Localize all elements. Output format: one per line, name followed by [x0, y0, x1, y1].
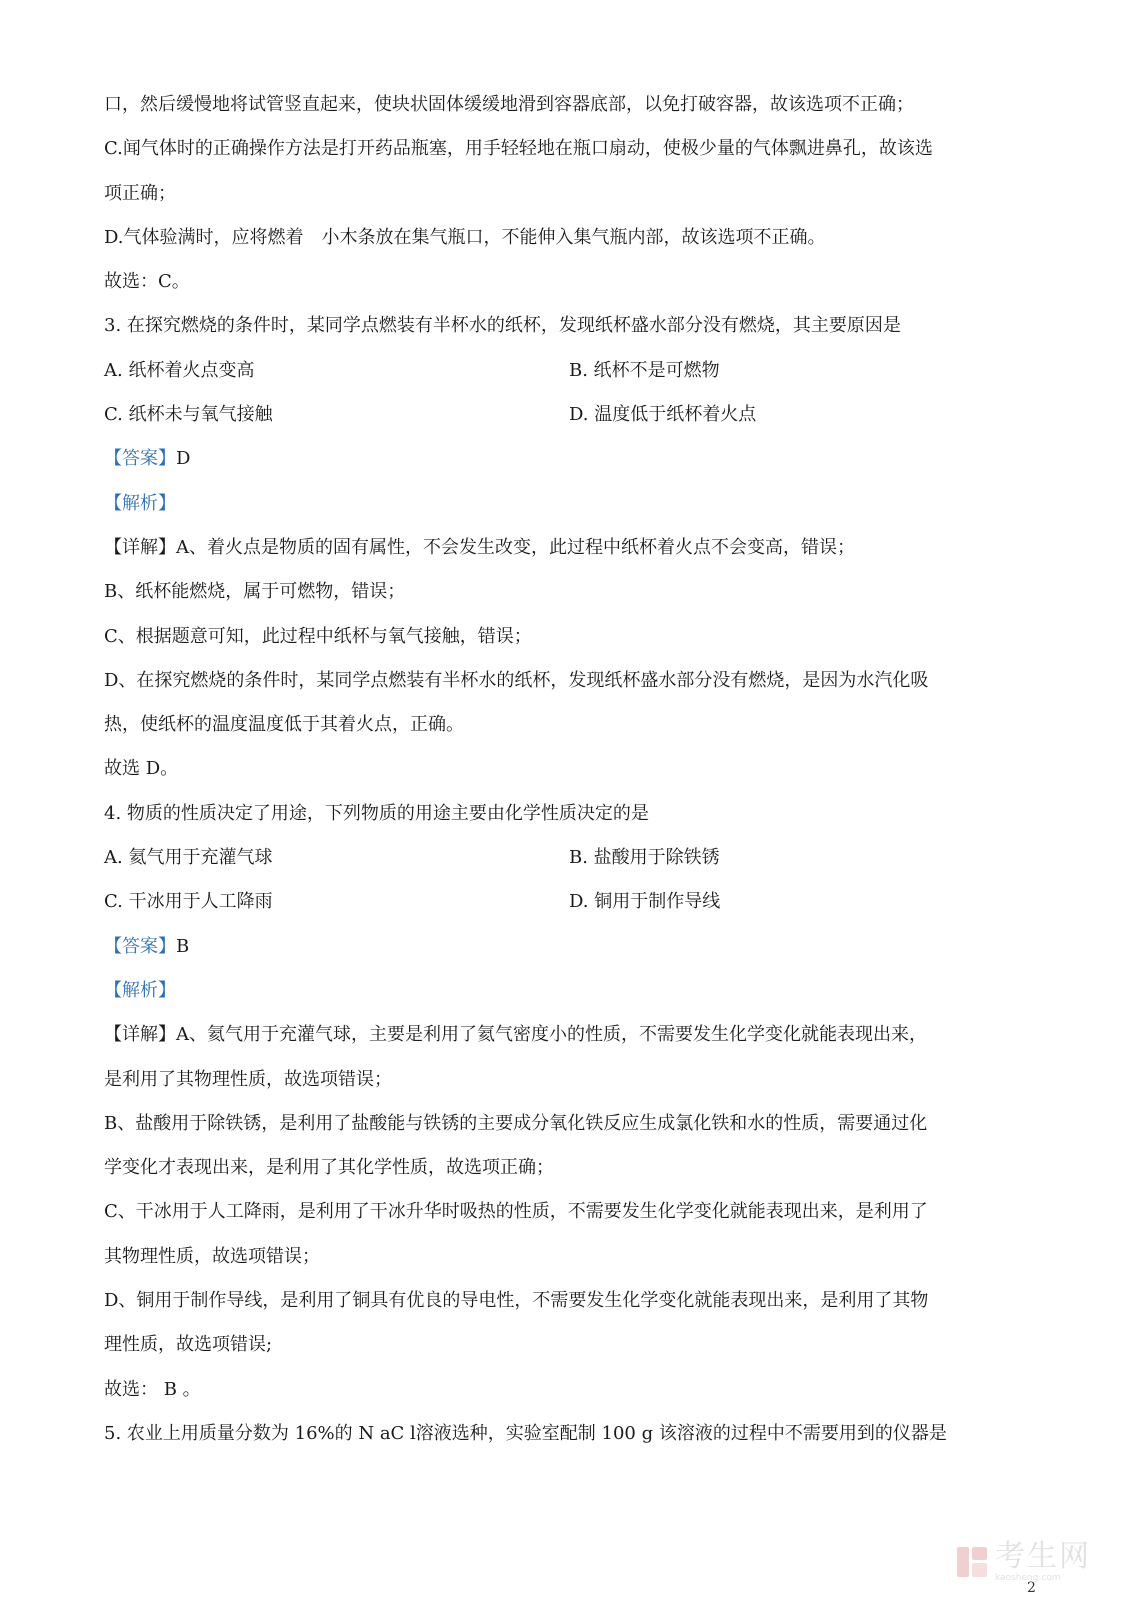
q3-answer — [104, 446, 1034, 472]
q4-answer — [104, 934, 1034, 960]
text-line: 故选：C。 — [104, 271, 190, 293]
question-5-stem: 5. 农业上用质量分数为 16%的 N aC l溶液选种，实验室配制 100 g 该溶液的过程中不需要用到的仪器是 — [104, 1422, 947, 1444]
q3-option-b: B. 纸杯不是可燃物 — [569, 359, 720, 381]
page-number: 2 — [1027, 1580, 1036, 1596]
watermark-url: kaosheng.com — [995, 1573, 1061, 1583]
q4-option-b: B. 盐酸用于除铁锈 — [569, 847, 720, 869]
analysis-tag: 【解析】 — [104, 492, 176, 514]
document-page — [104, 92, 1034, 1465]
q4-option-a: A. 氦气用于充灌气球 — [104, 847, 273, 869]
watermark-title: 考生网 — [995, 1539, 1091, 1574]
text-line: 项正确； — [104, 182, 176, 204]
q4-detail-line: 学变化才表现出来，是利用了其化学性质，故选项正确； — [104, 1157, 554, 1179]
logo-icon — [955, 1545, 989, 1579]
analysis-tag: 【解析】 — [104, 979, 176, 1001]
q4-detail-line: 其物理性质，故选项错误； — [104, 1245, 320, 1267]
answer-value: D — [176, 448, 191, 470]
q4-options-row — [104, 889, 1034, 915]
question-4-stem: 4. 物质的性质决定了用途，下列物质的用途主要由化学性质决定的是 — [104, 802, 649, 824]
q3-conclusion: 故选 D。 — [104, 758, 179, 780]
q4-detail-line — [104, 1022, 1034, 1048]
q4-detail-line: C、干冰用于人工降雨，是利用了干冰升华时吸热的性质，不需要发生化学变化就能表现出来，是利用了 — [104, 1201, 928, 1223]
q3-options-row — [104, 358, 1034, 384]
text-line: C.闻气体时的正确操作方法是打开药品瓶塞，用手轻轻地在瓶口扇动，使极少量的气体飘进鼻孔，故该选 — [104, 138, 933, 160]
detail-tag: 【详解】 — [104, 536, 176, 558]
watermark-logo — [955, 1541, 1091, 1583]
q4-option-c: C. 干冰用于人工降雨 — [104, 891, 273, 913]
q4-detail-line: B、盐酸用于除铁锈，是利用了盐酸能与铁锈的主要成分氧化铁反应生成氯化铁和水的性质，需要通过化 — [104, 1112, 928, 1134]
q4-conclusion: 故选： B 。 — [104, 1378, 201, 1400]
q3-option-d: D. 温度低于纸杯着火点 — [569, 404, 757, 426]
q3-option-c: C. 纸杯未与氧气接触 — [104, 404, 273, 426]
q4-detail-line: D、铜用于制作导线，是利用了铜具有优良的导电性，不需要发生化学变化就能表现出来，是利用了其物 — [104, 1290, 929, 1312]
text-line: 口，然后缓慢地将试管竖直起来，使块状固体缓缓地滑到容器底部，以免打破容器，故该选项不正确； — [104, 94, 914, 115]
q3-detail-line: D、在探究燃烧的条件时，某同学点燃装有半杯水的纸杯，发现纸杯盛水部分没有燃烧，是因为水汽化吸 — [104, 669, 929, 691]
text-line: D.气体验满时，应将燃着 小木条放在集气瓶口，不能伸入集气瓶内部，故该选项不正确。 — [104, 226, 826, 248]
question-3-stem: 3. 在探究燃烧的条件时，某同学点燃装有半杯水的纸杯，发现纸杯盛水部分没有燃烧，其主要原因是 — [104, 315, 901, 337]
answer-value: B — [176, 935, 190, 957]
answer-tag: 【答案】 — [104, 448, 176, 470]
q3-option-a: A. 纸杯着火点变高 — [104, 359, 255, 381]
q3-detail-line: B、纸杯能燃烧，属于可燃物，错误； — [104, 581, 406, 603]
q3-detail-line — [104, 535, 1034, 561]
q3-detail-line: C、根据题意可知，此过程中纸杯与氧气接触，错误； — [104, 625, 532, 647]
q3-options-row — [104, 402, 1034, 428]
q3-analysis — [104, 491, 1034, 517]
detail-text: A、着火点是物质的固有属性，不会发生改变，此过程中纸杯着火点不会变高，错误； — [176, 536, 855, 558]
q4-option-d: D. 铜用于制作导线 — [569, 891, 721, 913]
detail-tag: 【详解】 — [104, 1024, 176, 1046]
q4-detail-line: 是利用了其物理性质，故选项错误； — [104, 1068, 392, 1090]
q4-analysis — [104, 978, 1034, 1004]
answer-tag: 【答案】 — [104, 935, 176, 957]
q4-detail-line: 理性质，故选项错误; — [104, 1334, 273, 1356]
q3-detail-line: 热，使纸杯的温度温度低于其着火点，正确。 — [104, 714, 464, 736]
q4-options-row — [104, 845, 1034, 871]
detail-text: A、氦气用于充灌气球，主要是利用了氦气密度小的性质，不需要发生化学变化就能表现出来， — [176, 1024, 927, 1046]
